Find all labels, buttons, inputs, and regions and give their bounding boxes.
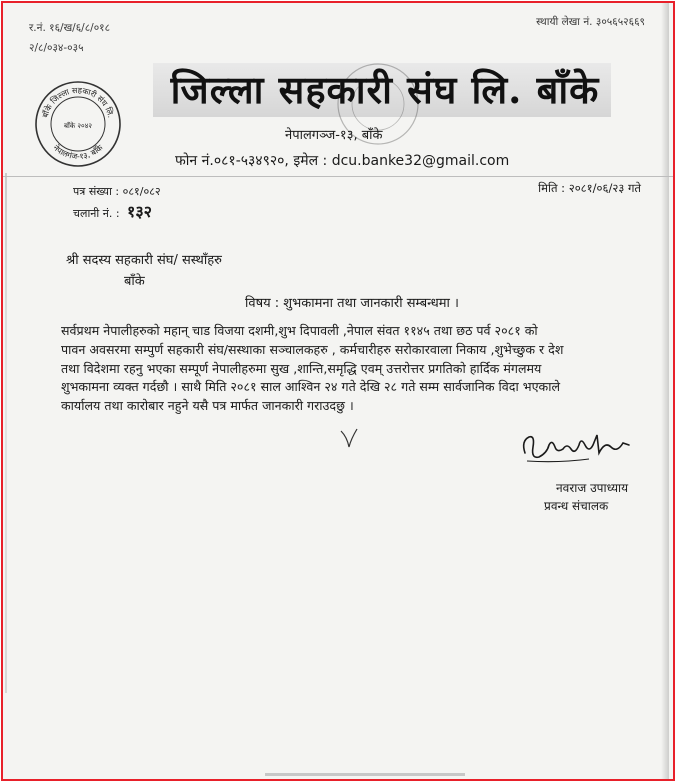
seal-top-text: बाँके जिल्ला सहकारी संघ लि. xyxy=(40,85,116,119)
letter-date: मिति : २०८१/०६/२३ गते xyxy=(538,181,641,195)
letter-body xyxy=(61,322,668,416)
body-line: पावन अवसरमा सम्पुर्ण सहकारी संघ/सस्थाका सञ्चालकहरु , कर्मचारीहरु सरोकारवाला निकाय ,शुभेच्छुक र देश xyxy=(61,341,564,357)
signer-role: प्रवन्ध संचालक xyxy=(544,499,609,513)
seal-bottom-text: नेपालगंज-१३, बाँके xyxy=(51,143,105,162)
scan-shadow-left xyxy=(5,173,7,693)
dispatch-number-line xyxy=(73,200,152,222)
body-line: तथा विदेशमा रहनु भएका सम्पूर्ण नेपालीहरुमा सुख ,शान्ति,समृद्धि एवम् उत्तरोत्तर प्रगतिको हार्दिक मंगलमय xyxy=(61,360,542,376)
organization-seal xyxy=(33,79,123,169)
seal-center-text: बाँके २०४२ xyxy=(64,122,92,130)
recipient-line: श्री सदस्य सहकारी संघ/ सस्थाँहरु xyxy=(66,253,222,268)
dispatch-label: चलानी नं. : xyxy=(73,207,120,220)
registration-number: र.नं. १६/ख/६/८/०१८ xyxy=(29,22,111,34)
header-divider xyxy=(3,176,673,177)
scan-artifact-bar xyxy=(265,773,465,776)
email-address: dcu.banke32@gmail.com xyxy=(331,153,510,169)
body-line: सर्वप्रथम नेपालीहरुको महान् चाड विजया दशमी,शुभ दिपावली ,नेपाल संवत ११४५ तथा छठ पर्व २०८१ को xyxy=(61,323,538,338)
signer-name: नवराज उपाध्याय xyxy=(556,481,629,495)
svg-text:नेपालगंज-१३, बाँके xyxy=(51,142,105,161)
recipient-location: बाँके xyxy=(124,274,145,289)
registration-number-2: २/८/०३४-०३५ xyxy=(29,42,84,54)
permanent-account-number: स्थायी लेखा नं. ३०५६५२६६९ xyxy=(536,16,645,28)
check-mark-icon xyxy=(339,427,359,449)
body-line: शुभकामना व्यक्त गर्दछौ । साथै मिति २०८१ साल आश्विन २४ गते देखि २८ गते सम्म सार्वजानिक विदा भएकाले xyxy=(61,379,561,395)
organization-name: जिल्ला सहकारी संघ लि. बाँके xyxy=(170,67,600,112)
phone-and-email-label: फोन नं.०८१-५३४९२०, इमेल : xyxy=(175,153,328,169)
handwritten-signature xyxy=(519,423,639,473)
organization-address: नेपालगञ्ज-१३, बाँके xyxy=(285,128,383,143)
body-line: कार्यालय तथा कारोबार नहुने यसै पत्र मार्फत जानकारी गराउदछु । xyxy=(61,398,354,414)
letter-subject: विषय : शुभकामना तथा जानकारी सम्बन्धमा । xyxy=(245,296,459,311)
document-frame xyxy=(1,1,675,781)
dispatch-number: १३२ xyxy=(127,202,153,221)
contact-line xyxy=(175,151,509,170)
letter-reference-number: पत्र संख्या : ०८१/०८२ xyxy=(73,185,161,198)
